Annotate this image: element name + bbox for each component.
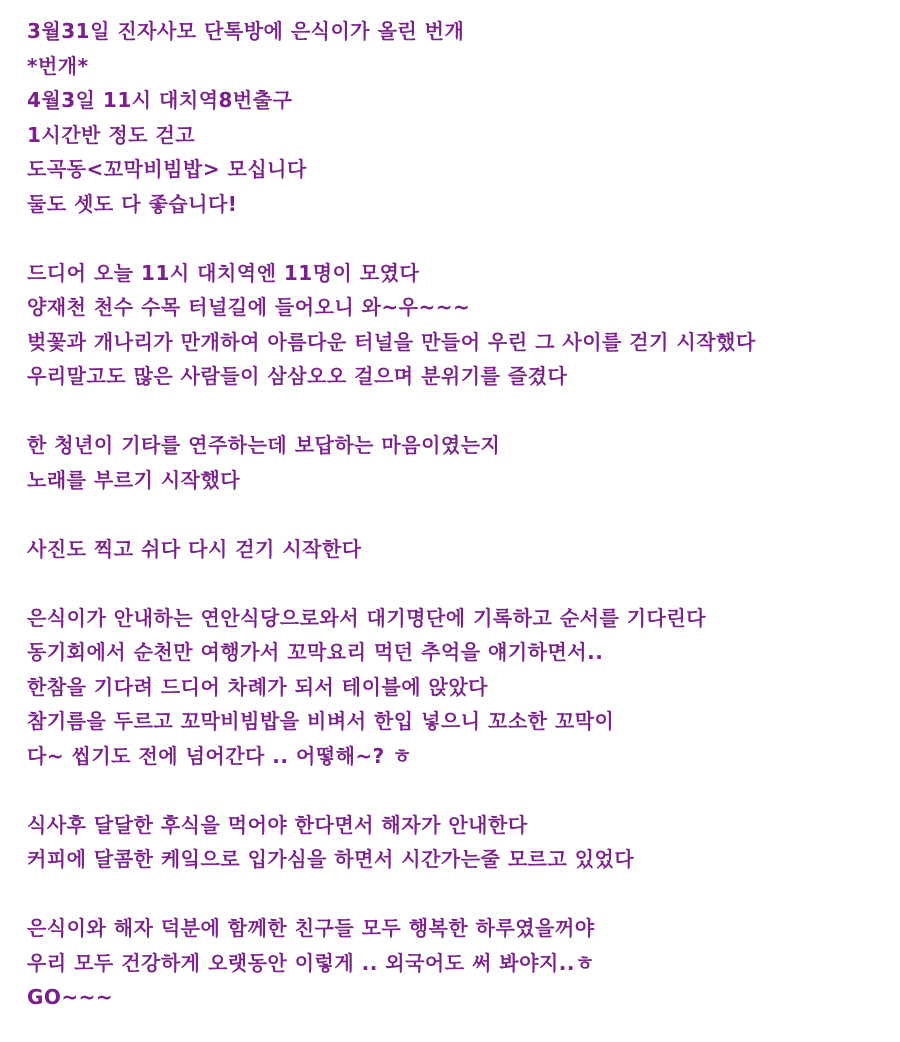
paragraph-closing xyxy=(27,911,887,1015)
paragraph-spacer xyxy=(27,773,887,808)
paragraph-spacer xyxy=(27,394,887,429)
text-line: GO~~~ xyxy=(27,985,114,1009)
post-body xyxy=(27,14,887,1015)
text-line: 벚꽃과 개나리가 만개하여 아름다운 터널을 만들어 우린 그 사이를 걷기 시작했다 xyxy=(27,329,756,354)
text-line: 4월3일 11시 대치역8번출구 xyxy=(27,88,293,112)
text-line: 우리 모두 건강하게 오랫동안 이렇게 .. 외국어도 써 봐야지..ㅎ xyxy=(27,950,595,975)
paragraph-dessert xyxy=(27,808,887,877)
text-line: 드디어 오늘 11시 대치역엔 11명이 모였다 xyxy=(27,260,420,285)
paragraph-spacer xyxy=(27,221,887,256)
text-line: 3월31일 진자사모 단톡방에 은식이가 올린 번개 xyxy=(27,19,465,43)
text-line: 은식이가 안내하는 연안식당으로와서 대기명단에 기록하고 순서를 기다린다 xyxy=(27,605,707,630)
text-line: 노래를 부르기 시작했다 xyxy=(27,467,241,492)
paragraph-announcement xyxy=(27,14,887,221)
text-line: 은식이와 해자 덕분에 함께한 친구들 모두 행복한 하루였을꺼야 xyxy=(27,916,595,940)
paragraph-spacer xyxy=(27,497,887,532)
text-line: 도곡동<꼬막비빔밥> 모십니다 xyxy=(27,157,307,181)
text-line: 참기름을 두르고 꼬막비빔밥을 비벼서 한입 넣으니 꼬소한 꼬막이 xyxy=(27,709,615,733)
paragraph-restaurant xyxy=(27,601,887,774)
text-line: 동기회에서 순천만 여행가서 꼬막요리 먹던 추억을 얘기하면서.. xyxy=(27,640,604,664)
text-line: 다~ 씹기도 전에 넘어간다 .. 어떻해~? ㅎ xyxy=(27,743,413,768)
paragraph-photos xyxy=(27,532,887,567)
text-line: 1시간반 정도 걷고 xyxy=(27,122,196,147)
text-line: 한 청년이 기타를 연주하는데 보답하는 마음이였는지 xyxy=(27,433,501,457)
text-line: 커피에 달콤한 케잌으로 입가심을 하면서 시간가는줄 모르고 있었다 xyxy=(27,847,635,871)
paragraph-guitar xyxy=(27,428,887,497)
text-line: 양재천 천수 수목 터널길에 들어오니 와~우~~~ xyxy=(27,295,471,319)
paragraph-meeting xyxy=(27,256,887,394)
paragraph-spacer xyxy=(27,566,887,601)
text-line: 한참을 기다려 드디어 차례가 되서 테이블에 앉았다 xyxy=(27,674,488,699)
text-line: 식사후 달달한 후식을 먹어야 한다면서 해자가 안내한다 xyxy=(27,812,528,837)
text-line: 우리말고도 많은 사람들이 삼삼오오 걸으며 분위기를 즐겼다 xyxy=(27,364,568,388)
text-line: 둘도 셋도 다 좋습니다! xyxy=(27,191,238,216)
text-line: *번개* xyxy=(27,53,89,78)
text-line: 사진도 찍고 쉬다 다시 걷기 시작한다 xyxy=(27,536,362,561)
paragraph-spacer xyxy=(27,877,887,912)
